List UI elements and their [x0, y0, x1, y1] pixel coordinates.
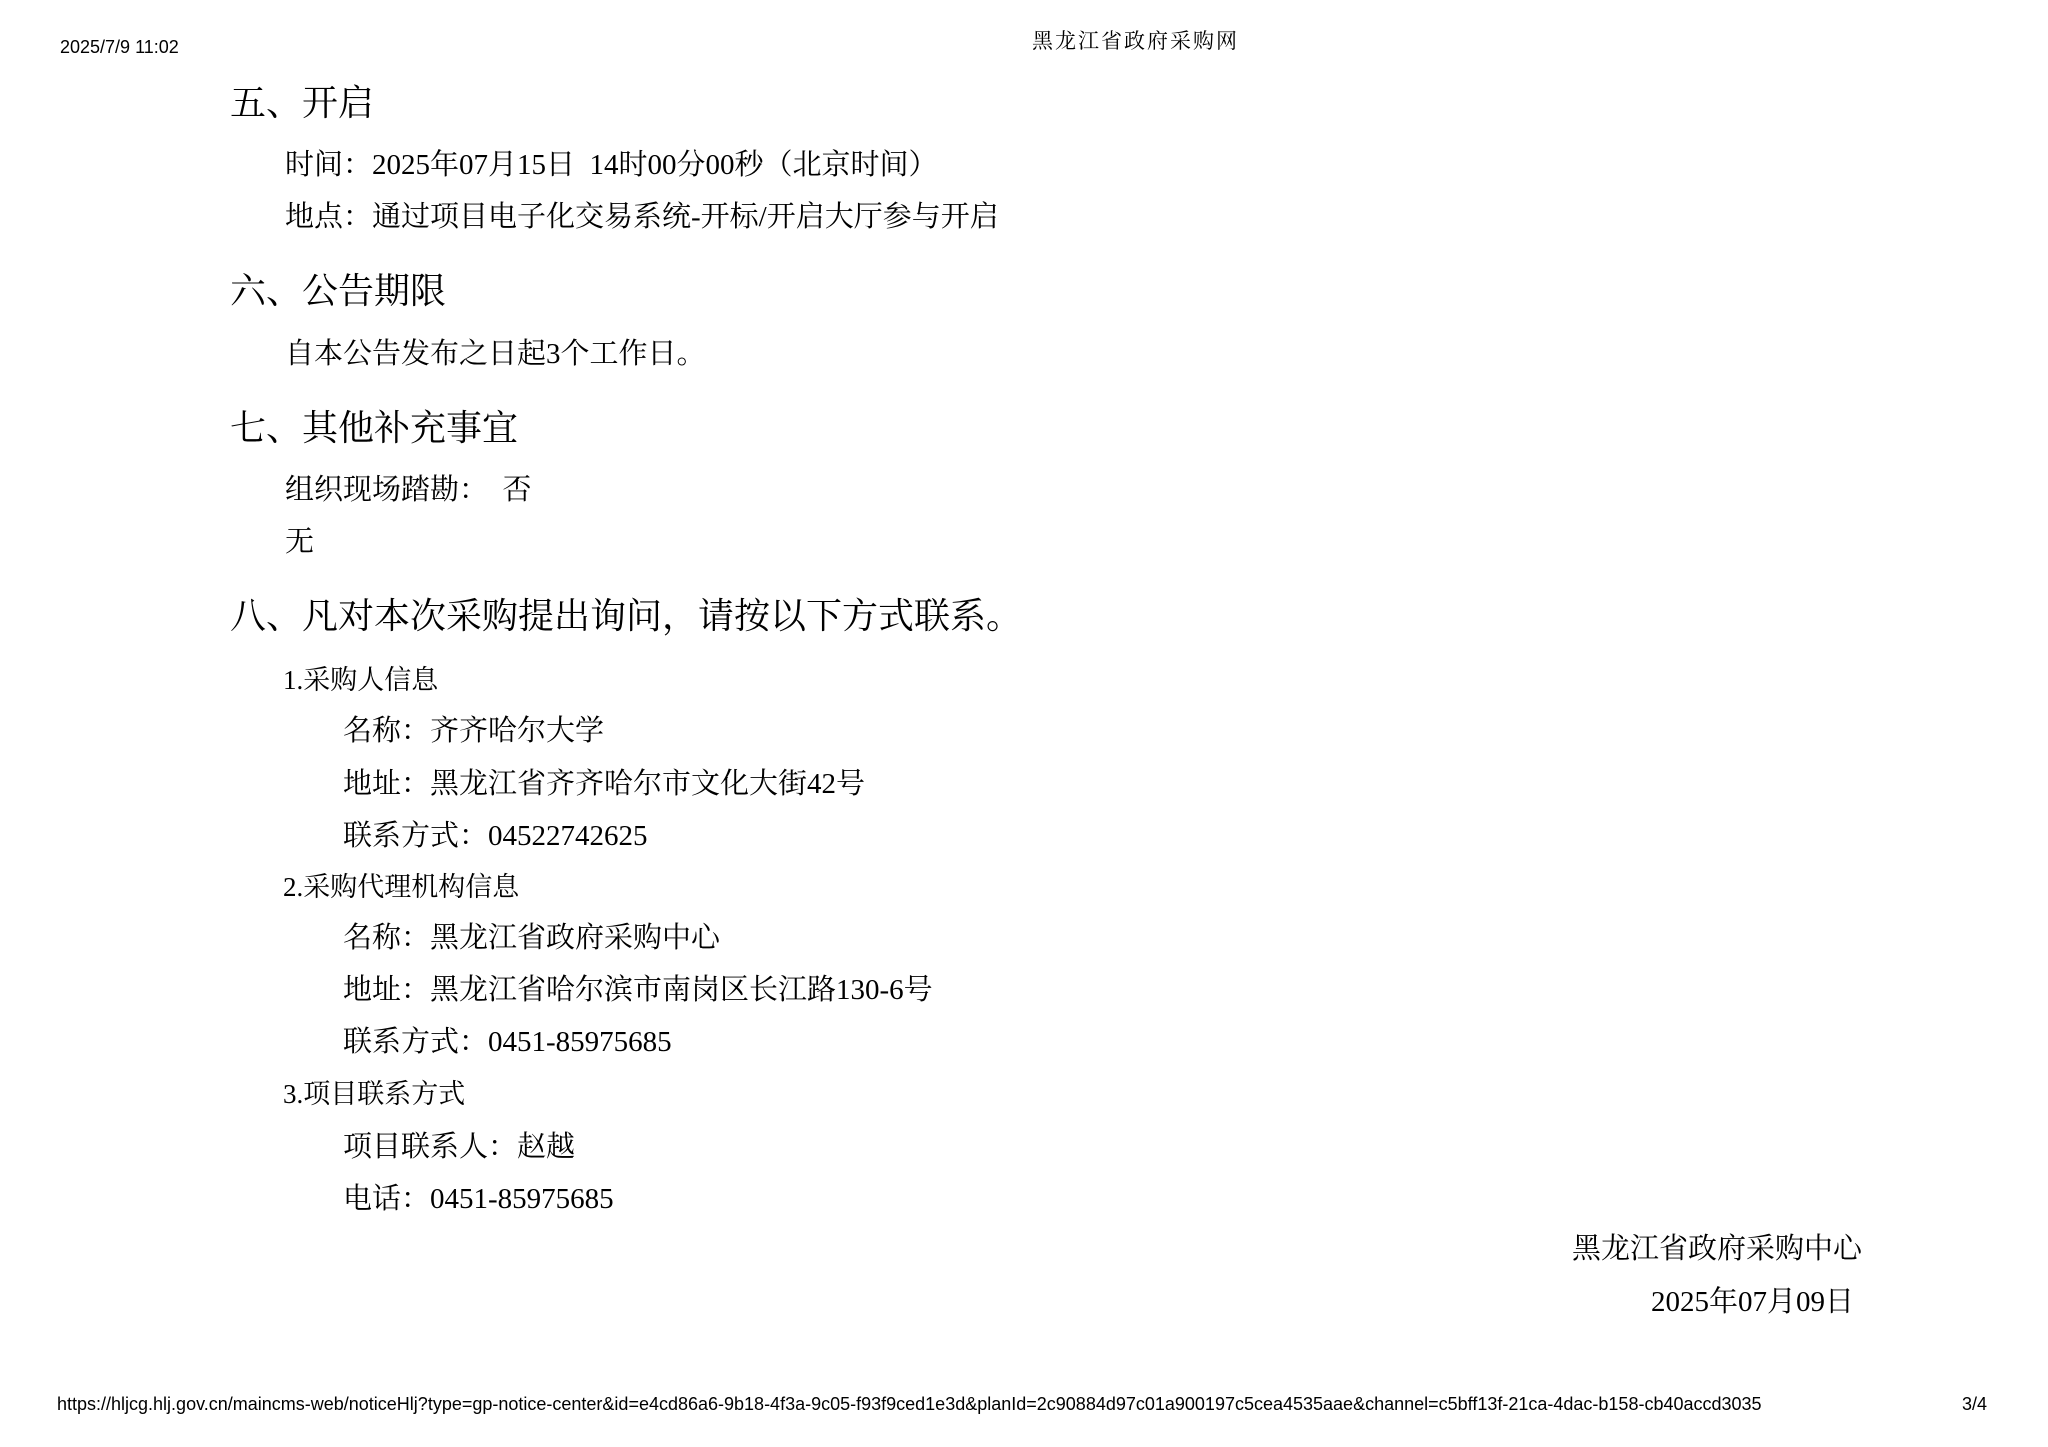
section-6-heading: 六、公告期限 [230, 271, 447, 311]
agency-name-line: 名称：黑龙江省政府采购中心 [343, 922, 721, 954]
open-place-line: 地点：通过项目电子化交易系统-开标/开启大厅参与开启 [285, 201, 999, 233]
print-header-timestamp: 2025/7/9 11:02 [60, 37, 179, 57]
section-7-heading: 七、其他补充事宜 [230, 408, 519, 448]
section-8-heading: 八、凡对本次采购提出询问，请按以下方式联系。 [230, 596, 1023, 636]
agency-address-line: 地址：黑龙江省哈尔滨市南岗区长江路130-6号 [343, 974, 933, 1006]
print-footer-page-number: 3/4 [1962, 1394, 1988, 1414]
project-phone-line: 电话：0451-85975685 [343, 1183, 614, 1215]
open-time-line: 时间：2025年07月15日 14时00分00秒（北京时间） [285, 149, 938, 181]
print-header-site-title: 黑龙江省政府采购网 [1032, 30, 1239, 53]
site-survey-line: 组织现场踏勘： 否 [285, 474, 532, 506]
agency-contact-line: 联系方式：0451-85975685 [343, 1026, 672, 1058]
none-line: 无 [285, 526, 315, 558]
purchaser-name-line: 名称：齐齐哈尔大学 [343, 715, 605, 747]
project-contact-person-line: 项目联系人：赵越 [343, 1131, 576, 1163]
notice-period-line: 自本公告发布之日起3个工作日。 [285, 338, 706, 370]
print-footer-url: https://hljcg.hlj.gov.cn/maincms-web/noticeHlj?type=gp-notice-center&id=e4cd86a6-9b18-4f3a-9c05-f93f9ced1e3d&planId=2c90884d97c01a900197c5cea4535aae&channel=c5bff13f-21ca-4dac-b158-cb40accd3035 [57, 1394, 1762, 1414]
signature-org: 黑龙江省政府采购中心 [1571, 1233, 1862, 1265]
purchaser-info-heading: 1.采购人信息 [283, 665, 439, 695]
signature-date: 2025年07月09日 [1650, 1286, 1854, 1318]
purchaser-address-line: 地址：黑龙江省齐齐哈尔市文化大街42号 [343, 768, 866, 800]
project-contact-heading: 3.项目联系方式 [283, 1079, 466, 1109]
purchaser-contact-line: 联系方式：04522742625 [343, 820, 648, 852]
section-5-heading: 五、开启 [230, 83, 375, 123]
agency-info-heading: 2.采购代理机构信息 [283, 872, 520, 902]
